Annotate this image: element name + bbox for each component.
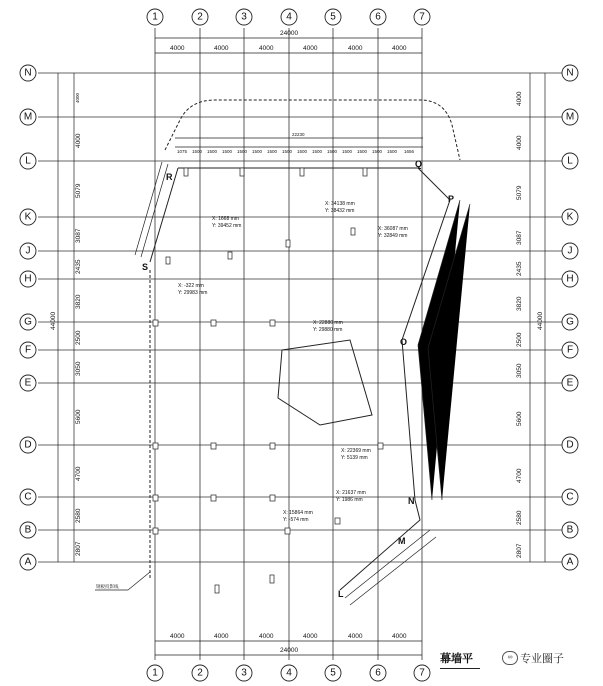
col-bubble-top-4: 4 (286, 11, 292, 23)
seg-2: 1500 (207, 149, 218, 154)
coord-3-x: X: 36087 mm (378, 226, 408, 232)
right-dim-KJ: 3087 (516, 230, 523, 245)
point-N: N (408, 496, 415, 506)
col-bubble-top-6: 6 (375, 11, 381, 23)
steel-projection-note (95, 572, 150, 590)
bottom-total-dim: 24000 (280, 647, 299, 654)
horizontal-grid-lines (38, 73, 565, 562)
bottom-dim-4: 4000 (303, 633, 318, 640)
coordinate-callouts (178, 201, 408, 523)
column-bubbles-top (147, 9, 430, 25)
top-dim-1: 4000 (170, 45, 185, 52)
row-bubble-right-C: C (566, 491, 574, 503)
row-bubble-left-N: N (24, 67, 32, 79)
col-bubble-bottom-5: 5 (330, 667, 336, 679)
col-bubble-bottom-6: 6 (375, 667, 381, 679)
col-bubble-bottom-4: 4 (286, 667, 292, 679)
left-dim-KJ: 3087 (75, 228, 82, 243)
top-dim-4: 4000 (303, 45, 318, 52)
left-dim-ML: 4000 (75, 133, 82, 148)
col-bubble-top-2: 2 (197, 11, 203, 23)
coord-2-y: Y: 38432 mm (325, 208, 355, 214)
top-dim-3: 4000 (259, 45, 274, 52)
columns (153, 168, 383, 593)
seg-7: 1500 (282, 149, 293, 154)
coord-1-y: Y: 39452 mm (212, 223, 242, 229)
right-dim-DC: 4700 (516, 468, 523, 483)
row-bubble-right-K: K (566, 211, 574, 223)
left-dim-FE: 3050 (75, 361, 82, 376)
bottom-dim-1: 4000 (170, 633, 185, 640)
point-O: O (400, 337, 408, 347)
atrium-outline (278, 340, 372, 425)
coord-4-x: X: -322 mm (178, 283, 204, 289)
row-bubble-left-E: E (24, 377, 32, 389)
col-bubble-top-3: 3 (241, 11, 247, 23)
point-S: S (142, 262, 149, 272)
col-bubble-top-7: 7 (419, 11, 425, 23)
right-dim-HG: 3820 (516, 296, 523, 311)
seg-9: 1500 (312, 149, 323, 154)
right-dim-JH: 2435 (516, 261, 523, 276)
left-dim-DC: 4700 (75, 466, 82, 481)
bottom-dim-5: 4000 (348, 633, 363, 640)
row-bubble-right-N: N (566, 67, 574, 79)
right-total-dim: 44000 (537, 311, 544, 330)
row-bubble-right-E: E (566, 377, 574, 389)
seg-10: 1500 (327, 149, 338, 154)
col-bubble-bottom-3: 3 (241, 667, 247, 679)
coord-4-y: Y: 29983 mm (178, 290, 208, 296)
left-dim-GF: 2500 (75, 330, 82, 345)
steel-projection-label: 钢板投影线 (96, 584, 119, 589)
row-bubbles-right (562, 65, 578, 570)
top-dimensions (155, 30, 422, 53)
coord-3-y: Y: 32849 mm (378, 233, 408, 239)
row-bubble-right-F: F (566, 344, 574, 356)
row-bubble-left-M: M (23, 111, 33, 123)
point-M: M (398, 536, 406, 546)
row-bubble-left-B: B (24, 524, 32, 536)
seg-12: 1500 (357, 149, 368, 154)
col-bubble-bottom-7: 7 (419, 667, 425, 679)
curtain-wall-path (135, 162, 470, 605)
top-span-total: 22230 (292, 132, 305, 137)
brand-text: 专业圈子 (520, 652, 564, 665)
left-dim-LK: 5079 (75, 183, 82, 198)
coord-7-x: X: 21637 mm (336, 490, 366, 496)
coord-2-x: X: 34138 mm (325, 201, 355, 207)
coord-1-x: X: 1668 mm (212, 216, 239, 222)
col-bubble-bottom-1: 1 (152, 667, 158, 679)
right-dim-GF: 2500 (516, 332, 523, 347)
coord-6-y: Y: 5139 mm (341, 455, 368, 461)
right-dim-FE: 3050 (516, 363, 523, 378)
seg-15: 1656 (404, 149, 415, 154)
seg-14: 1500 (387, 149, 398, 154)
row-bubble-right-L: L (567, 155, 573, 167)
row-bubble-right-B: B (566, 524, 574, 536)
vertical-grid-lines (155, 28, 422, 660)
seg-5: 1500 (252, 149, 263, 154)
coord-5-y: Y: 29880 mm (313, 327, 343, 333)
side-dimensions (50, 73, 545, 562)
row-bubble-left-D: D (24, 439, 32, 451)
left-dim-ED: 5600 (75, 409, 82, 424)
top-span (175, 132, 423, 154)
right-dim-ED: 5600 (516, 411, 523, 426)
left-dim-JH: 2435 (75, 259, 82, 274)
coord-6-x: X: 22369 mm (341, 448, 371, 454)
bottom-dimensions (155, 633, 422, 655)
left-dim-HG: 3820 (75, 294, 82, 309)
row-bubble-left-C: C (24, 491, 32, 503)
point-R: R (166, 172, 173, 182)
seg-11: 1500 (342, 149, 353, 154)
row-bubble-right-J: J (567, 245, 573, 257)
top-total-dim: 24000 (280, 30, 299, 37)
seg-0: 1075 (177, 149, 188, 154)
point-P: P (448, 194, 455, 204)
coord-8-y: Y: -574 mm (283, 517, 309, 523)
right-dim-NM: 4000 (516, 91, 523, 106)
drawing-footer (440, 646, 600, 682)
point-labels (142, 159, 454, 599)
seg-13: 1500 (372, 149, 383, 154)
seg-4: 1500 (237, 149, 248, 154)
bottom-dim-6: 4000 (392, 633, 407, 640)
bottom-dim-2: 4000 (214, 633, 229, 640)
seg-8: 1500 (297, 149, 308, 154)
row-bubble-left-H: H (24, 273, 32, 285)
seg-1: 1500 (192, 149, 203, 154)
right-dim-LK: 5079 (516, 185, 523, 200)
point-Q: Q (415, 159, 423, 169)
title-underline (440, 668, 480, 669)
right-dim-ML: 4000 (516, 135, 523, 150)
col-bubble-top-5: 5 (330, 11, 336, 23)
top-dim-5: 4000 (348, 45, 363, 52)
coord-8-x: X: 15864 mm (283, 510, 313, 516)
row-bubble-left-A: A (24, 556, 32, 568)
left-dim-top: 4000 (75, 92, 80, 103)
column-bubbles-bottom (147, 665, 430, 681)
col-bubble-bottom-2: 2 (197, 667, 203, 679)
seg-3: 1500 (222, 149, 233, 154)
row-bubble-left-G: G (24, 316, 32, 328)
row-bubble-left-F: F (24, 344, 32, 356)
row-bubble-right-A: A (566, 556, 574, 568)
left-dim-CB: 2580 (75, 508, 82, 523)
row-bubble-right-M: M (565, 111, 575, 123)
coord-5-x: X: 22880 mm (313, 320, 343, 326)
point-L: L (338, 589, 344, 599)
col-bubble-top-1: 1 (152, 11, 158, 23)
row-bubble-left-J: J (25, 245, 31, 257)
row-bubbles-left (20, 65, 36, 570)
row-bubble-right-G: G (566, 316, 574, 328)
left-total-dim: 44000 (50, 311, 57, 330)
bottom-dim-3: 4000 (259, 633, 274, 640)
left-dim-BA: 2807 (75, 541, 82, 556)
top-dim-6: 4000 (392, 45, 407, 52)
row-bubble-right-H: H (566, 273, 574, 285)
row-bubble-left-K: K (24, 211, 32, 223)
right-dim-BA: 2807 (516, 543, 523, 558)
seg-6: 1500 (267, 149, 278, 154)
row-bubble-right-D: D (566, 439, 574, 451)
row-bubble-left-L: L (25, 155, 31, 167)
drawing-title: 幕墙平 (440, 652, 473, 665)
top-dim-2: 4000 (214, 45, 229, 52)
wechat-icon: ∞ (502, 651, 518, 665)
coord-7-y: Y: 1986 mm (336, 497, 363, 503)
right-dim-CB: 2580 (516, 510, 523, 525)
